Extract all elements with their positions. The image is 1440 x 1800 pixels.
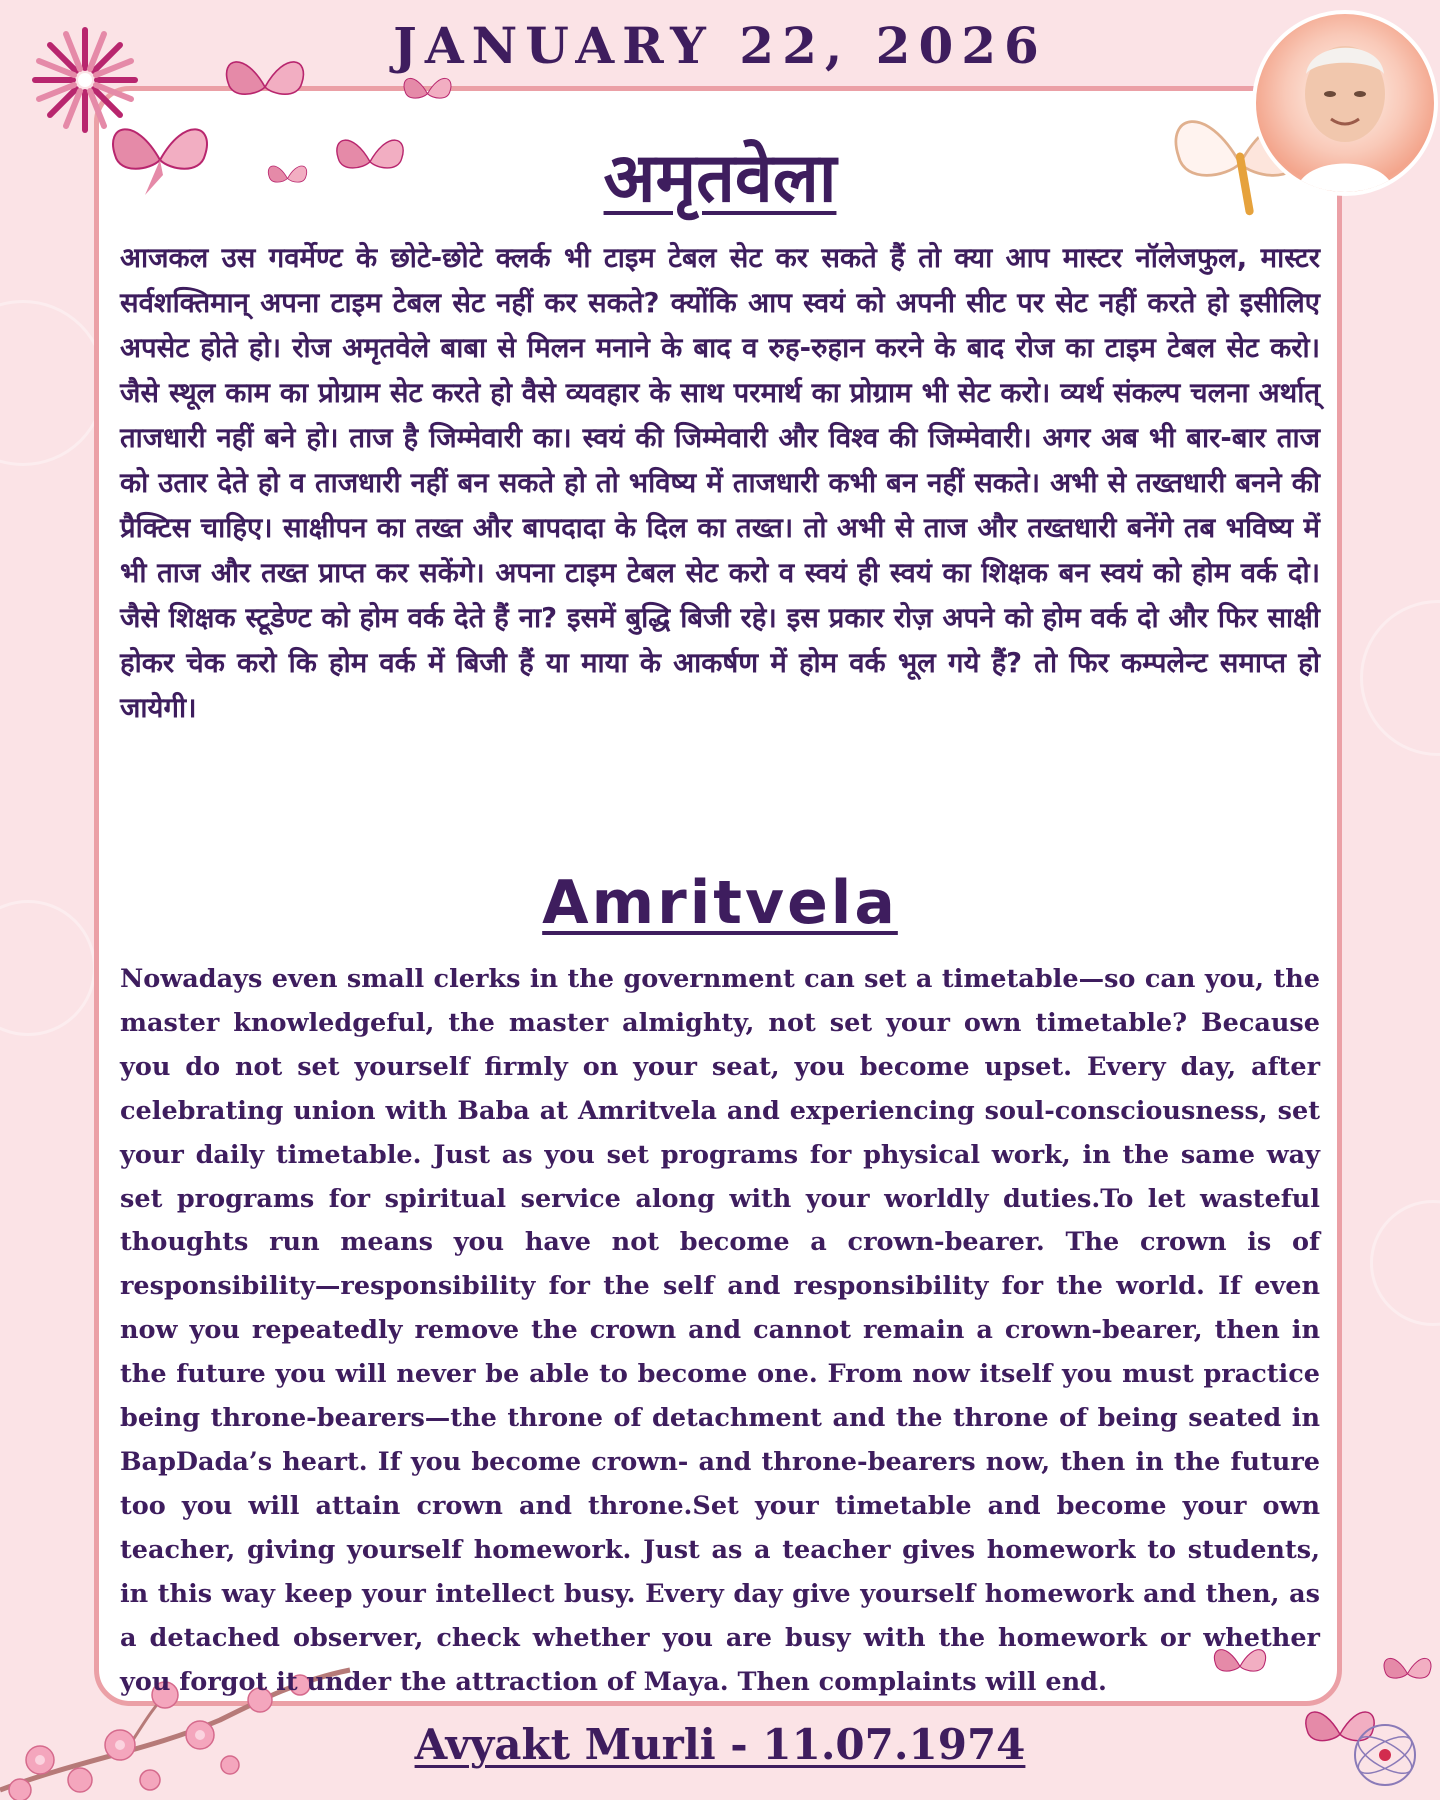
butterfly-icon bbox=[1380, 1650, 1435, 1695]
hindi-title-text: अमृतवेला bbox=[603, 139, 837, 218]
background-swirl bbox=[1370, 1200, 1440, 1326]
background-swirl bbox=[0, 300, 106, 466]
date-heading: JANUARY 22, 2026 bbox=[393, 16, 1047, 75]
source-footer-text: Avyakt Murli - 11.07.1974 bbox=[414, 1720, 1026, 1769]
english-title-text: Amritvela bbox=[542, 868, 898, 938]
hindi-paragraph: आजकल उस गवर्मेण्ट के छोटे-छोटे क्लर्क भी टाइम टेबल सेट कर सकते हैं तो क्या आप मास्टर नॉलेजफुल, मास्टर सर्वशक्तिमान् अपना टाइम टेबल सेट नहीं कर सकते? क्योंकि आप स्वयं को अपनी सीट पर सेट नहीं करते हो इसीलिए अपसेट होते हो। रोज अमृतवेले बाबा से मिलन मनाने के बाद व रुह-रुहान करने के बाद रोज का टाइम टेबल सेट करो। जैसे स्थूल काम का प्रोग्राम सेट करते हो वैसे व्यवहार के साथ परमार्थ का प्रोग्राम भी सेट करो। व्यर्थ संकल्प चलना अर्थात् ताजधारी नहीं बने हो। ताज है जिम्मेवारी का। स्वयं की जिम्मेवारी और विश्व की जिम्मेवारी। अगर अब भी बार-बार ताज को उतार देते हो व ताजधारी नहीं बन सकते हो तो भविष्य में ताजधारी कभी बन नहीं सकते। अभी से तख्तधारी बनने की प्रैक्टिस चाहिए। साक्षीपन का तख्त और बापदादा के दिल का तख्त। तो अभी से ताज और तख्तधारी बनेंगे तब भविष्य में भी ताज और तख्त प्राप्त कर सकेंगे। अपना टाइम टेबल सेट करो व स्वयं ही स्वयं का शिक्षक बन स्वयं को होम वर्क दो। जैसे शिक्षक स्टूडेण्ट को होम वर्क देते हैं ना? इसमें बुद्धि बिजी रहे। इस प्रकार रोज़ अपने को होम वर्क दो और फिर साक्षी होकर चेक करो कि होम वर्क में बिजी हैं या माया के आकर्षण में होम वर्क भूल गये हैं? तो फिर कम्पलेन्ट समाप्त हो जायेगी। bbox=[120, 242, 1320, 724]
background-swirl bbox=[1360, 600, 1440, 756]
english-paragraph: Nowadays even small clerks in the government can set a timetable—so can you, the master knowledgeful, the master almighty, not set your own timetable? Because you do not set yourself firmly on your seat, you become upset. Every day, after celebrating union with Baba at Amritvela and experiencing soul-consciousness, set your daily timetable. Just as you set programs for physical work, in the same way set programs for spiritual service along with your worldly duties.To let wasteful thoughts run means you have not become a crown-bearer. The crown is of responsibility—responsibility for the self and responsibility for the world. If even now you repeatedly remove the crown and cannot remain a crown-bearer, then in the future you will never be able to become one. From now itself you must practice being throne-bearers—the throne of detachment and the throne of being seated in BapDada’s heart. If you become crown- and throne-bearers now, then in the future too you will attain crown and throne.Set your timetable and become your own teacher, giving yourself homework. Just as a teacher gives homework to students, in this way keep your intellect busy. Every day give yourself homework and then, as a detached observer, check whether you are busy with the homework or whether you forgot it under the attraction of Maya. Then complaints will end. bbox=[120, 964, 1320, 1697]
source-footer bbox=[0, 1720, 1440, 1769]
hindi-title bbox=[0, 128, 1440, 221]
butterfly-icon bbox=[400, 70, 455, 115]
english-title bbox=[0, 868, 1440, 938]
